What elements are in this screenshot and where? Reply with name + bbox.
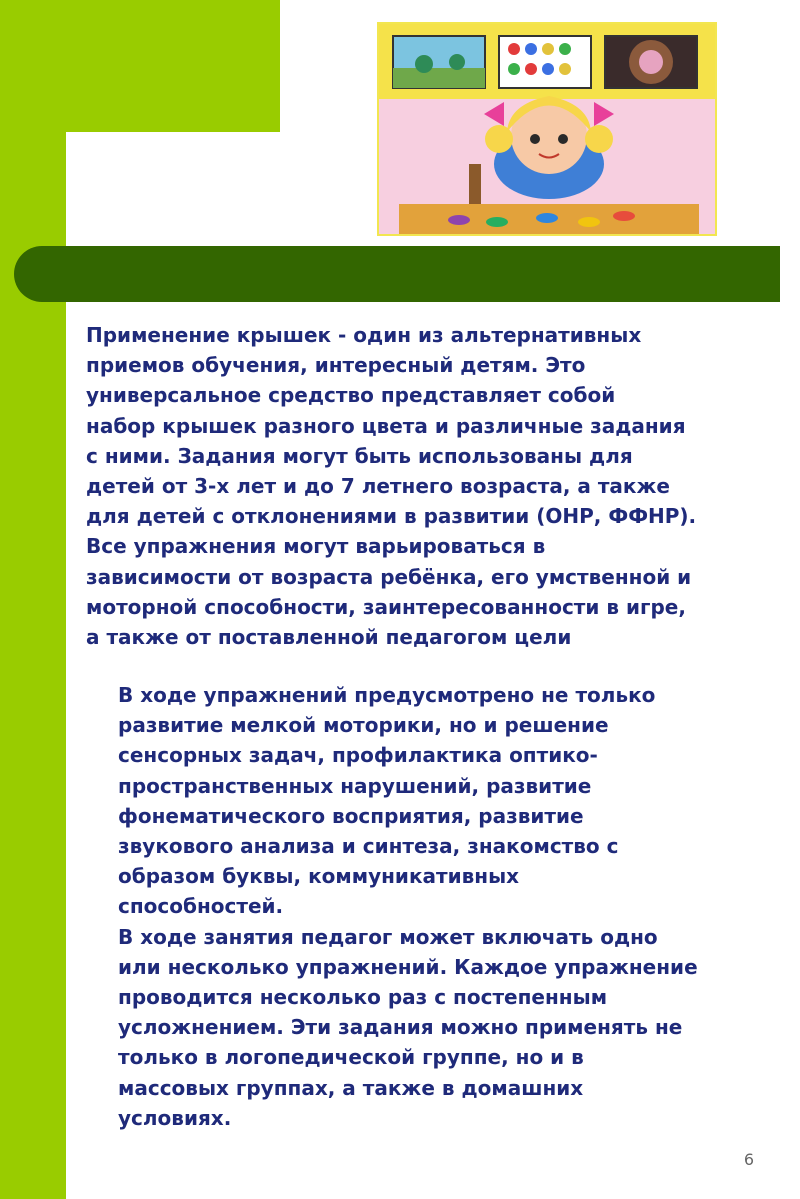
title-band [14, 246, 780, 302]
page-number: 6 [743, 1150, 754, 1169]
girl-playing-illustration [377, 22, 717, 236]
left-accent-bar [0, 0, 66, 1199]
top-accent-block [0, 0, 280, 132]
exercise-paragraph: В ходе упражнений предусмотрено не только развитие мелкой моторики, но и решение сенсорных задач, профилактика оптико- пространственных нарушений, развитие фонематического восприятия, развитие звукового анализа и синтеза, знакомство с образом буквы, коммуникативных способностей. В ходе занятия педагог может включать одно или несколько упражнений. Каждое упражнение проводится несколько раз с постепенным усложнением. Эти задания можно применять не только в логопедической группе, но и в массовых группах, а также в домашних условиях. [118, 683, 698, 1130]
intro-paragraph: Применение крышек - один из альтернативных приемов обучения, интересный детям. Это универсальное средство представляет собой набор крышек разного цвета и различные задания с ними. Задания могут быть использованы для детей от 3-х лет и до 7 летнего возраста, а также для детей с отклонениями в развитии (ОНР, ФФНР). Все упражнения могут варьироваться в зависимости от возраста ребёнка, его умственной и моторной способности, заинтересованности в игре, а также от поставленной педагогом цели [86, 323, 697, 650]
